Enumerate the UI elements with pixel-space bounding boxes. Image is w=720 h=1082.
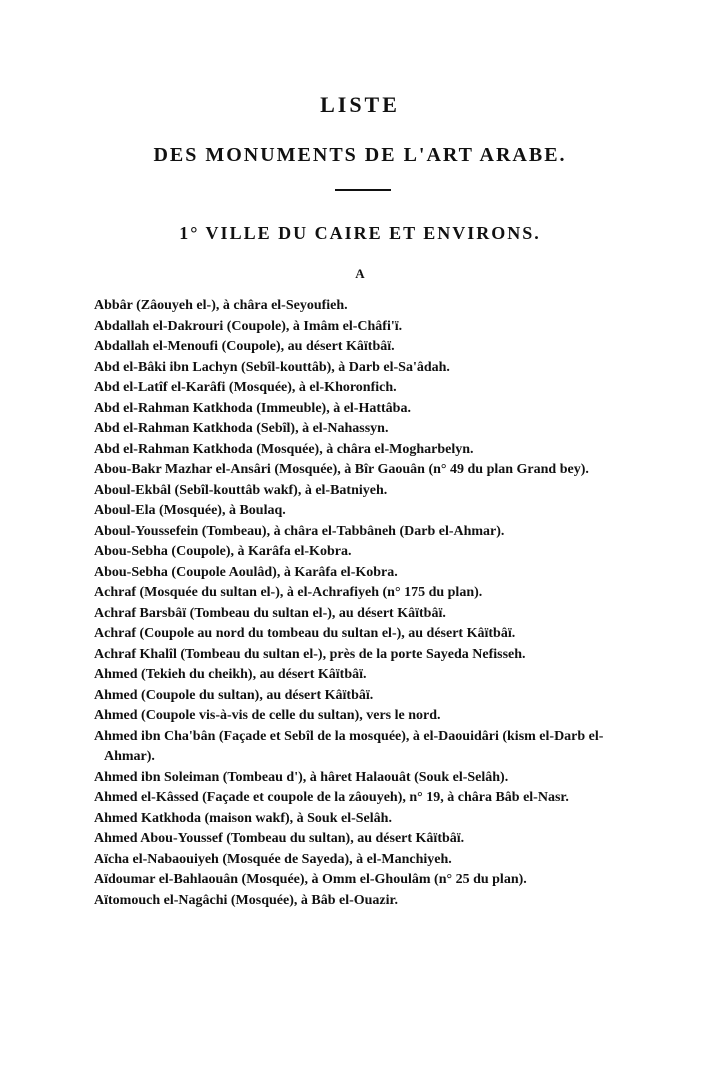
alphabet-letter-heading: A: [355, 266, 365, 281]
list-item: Achraf Khalîl (Tombeau du sultan el-), près de la porte Sayeda Nefisseh.: [94, 646, 526, 662]
monument-list: [94, 296, 634, 911]
list-item: Achraf (Coupole au nord du tombeau du sultan el-), au désert Kâïtbâï.: [94, 626, 516, 641]
list-item: Abdallah el-Dakrouri (Coupole), à Imâm el-Châfi'ï.: [94, 318, 403, 334]
list-item: Ahmed ibn Cha'bân (Façade et Sebîl de la mosquée), à el-Daouidâri (kism el-Darb el-Ahmar).: [94, 728, 604, 764]
list-item: Achraf Barsbâï (Tombeau du sultan el-), au désert Kâïtbâï.: [94, 605, 446, 621]
title-divider: [335, 189, 391, 191]
section-heading: 1° VILLE DU CAIRE ET ENVIRONS.: [179, 223, 541, 243]
list-item: Abd el-Latîf el-Karâfi (Mosquée), à el-Khoronfich.: [94, 380, 397, 395]
list-item: Aboul-Ela (Mosquée), à Boulaq.: [94, 503, 286, 518]
list-item: Abd el-Rahman Katkhoda (Immeuble), à el-Hattâba.: [94, 400, 411, 416]
list-item: Abou-Sebha (Coupole), à Karâfa el-Kobra.: [94, 544, 352, 559]
list-item: Ahmed Katkhoda (maison wakf), à Souk el-Selâh.: [94, 810, 392, 826]
list-item: Ahmed ibn Soleiman (Tombeau d'), à hâret Halaouât (Souk el-Selâh).: [94, 769, 509, 785]
list-item: Abdallah el-Menoufi (Coupole), au désert Kâïtbâï.: [94, 339, 395, 354]
list-item: Aïdoumar el-Bahlaouân (Mosquée), à Omm el-Ghoulâm (n° 25 du plan).: [94, 872, 527, 887]
list-item: Ahmed (Coupole vis-à-vis de celle du sultan), vers le nord.: [94, 708, 441, 723]
list-item: Abbâr (Zâouyeh el-), à châra el-Seyoufieh.: [94, 298, 348, 313]
list-item: Ahmed Abou-Youssef (Tombeau du sultan), au désert Kâïtbâï.: [94, 831, 465, 846]
list-item: Ahmed (Tekieh du cheikh), au désert Kâïtbâï.: [94, 667, 367, 682]
list-item: Ahmed el-Kâssed (Façade et coupole de la zâouyeh), n° 19, à châra Bâb el-Nasr.: [94, 790, 569, 805]
list-item: Aboul-Youssefein (Tombeau), à châra el-Tabbâneh (Darb el-Ahmar).: [94, 523, 505, 539]
list-item: Aïcha el-Nabaouiyeh (Mosquée de Sayeda), à el-Manchiyeh.: [94, 851, 452, 867]
list-item: Abd el-Rahman Katkhoda (Mosquée), à châra el-Mogharbelyn.: [94, 441, 474, 457]
list-item: Aïtomouch el-Nagâchi (Mosquée), à Bâb el-Ouazir.: [94, 892, 398, 908]
page-subtitle: DES MONUMENTS DE L'ART ARABE.: [153, 144, 567, 166]
list-item: Abd el-Rahman Katkhoda (Sebîl), à el-Nahassyn.: [94, 421, 389, 436]
list-item: Ahmed (Coupole du sultan), au désert Kâïtbâï.: [94, 687, 374, 703]
list-item: Abou-Sebha (Coupole Aoulâd), à Karâfa el-Kobra.: [94, 564, 398, 580]
list-item: Aboul-Ekbâl (Sebîl-kouttâb wakf), à el-Batniyeh.: [94, 482, 388, 498]
list-item: Abou-Bakr Mazhar el-Ansâri (Mosquée), à Bîr Gaouân (n° 49 du plan Grand bey).: [94, 462, 589, 477]
list-item: Achraf (Mosquée du sultan el-), à el-Achrafiyeh (n° 175 du plan).: [94, 585, 483, 600]
list-item: Abd el-Bâki ibn Lachyn (Sebîl-kouttâb), à Darb el-Sa'âdah.: [94, 359, 450, 375]
page-title: LISTE: [320, 92, 400, 117]
